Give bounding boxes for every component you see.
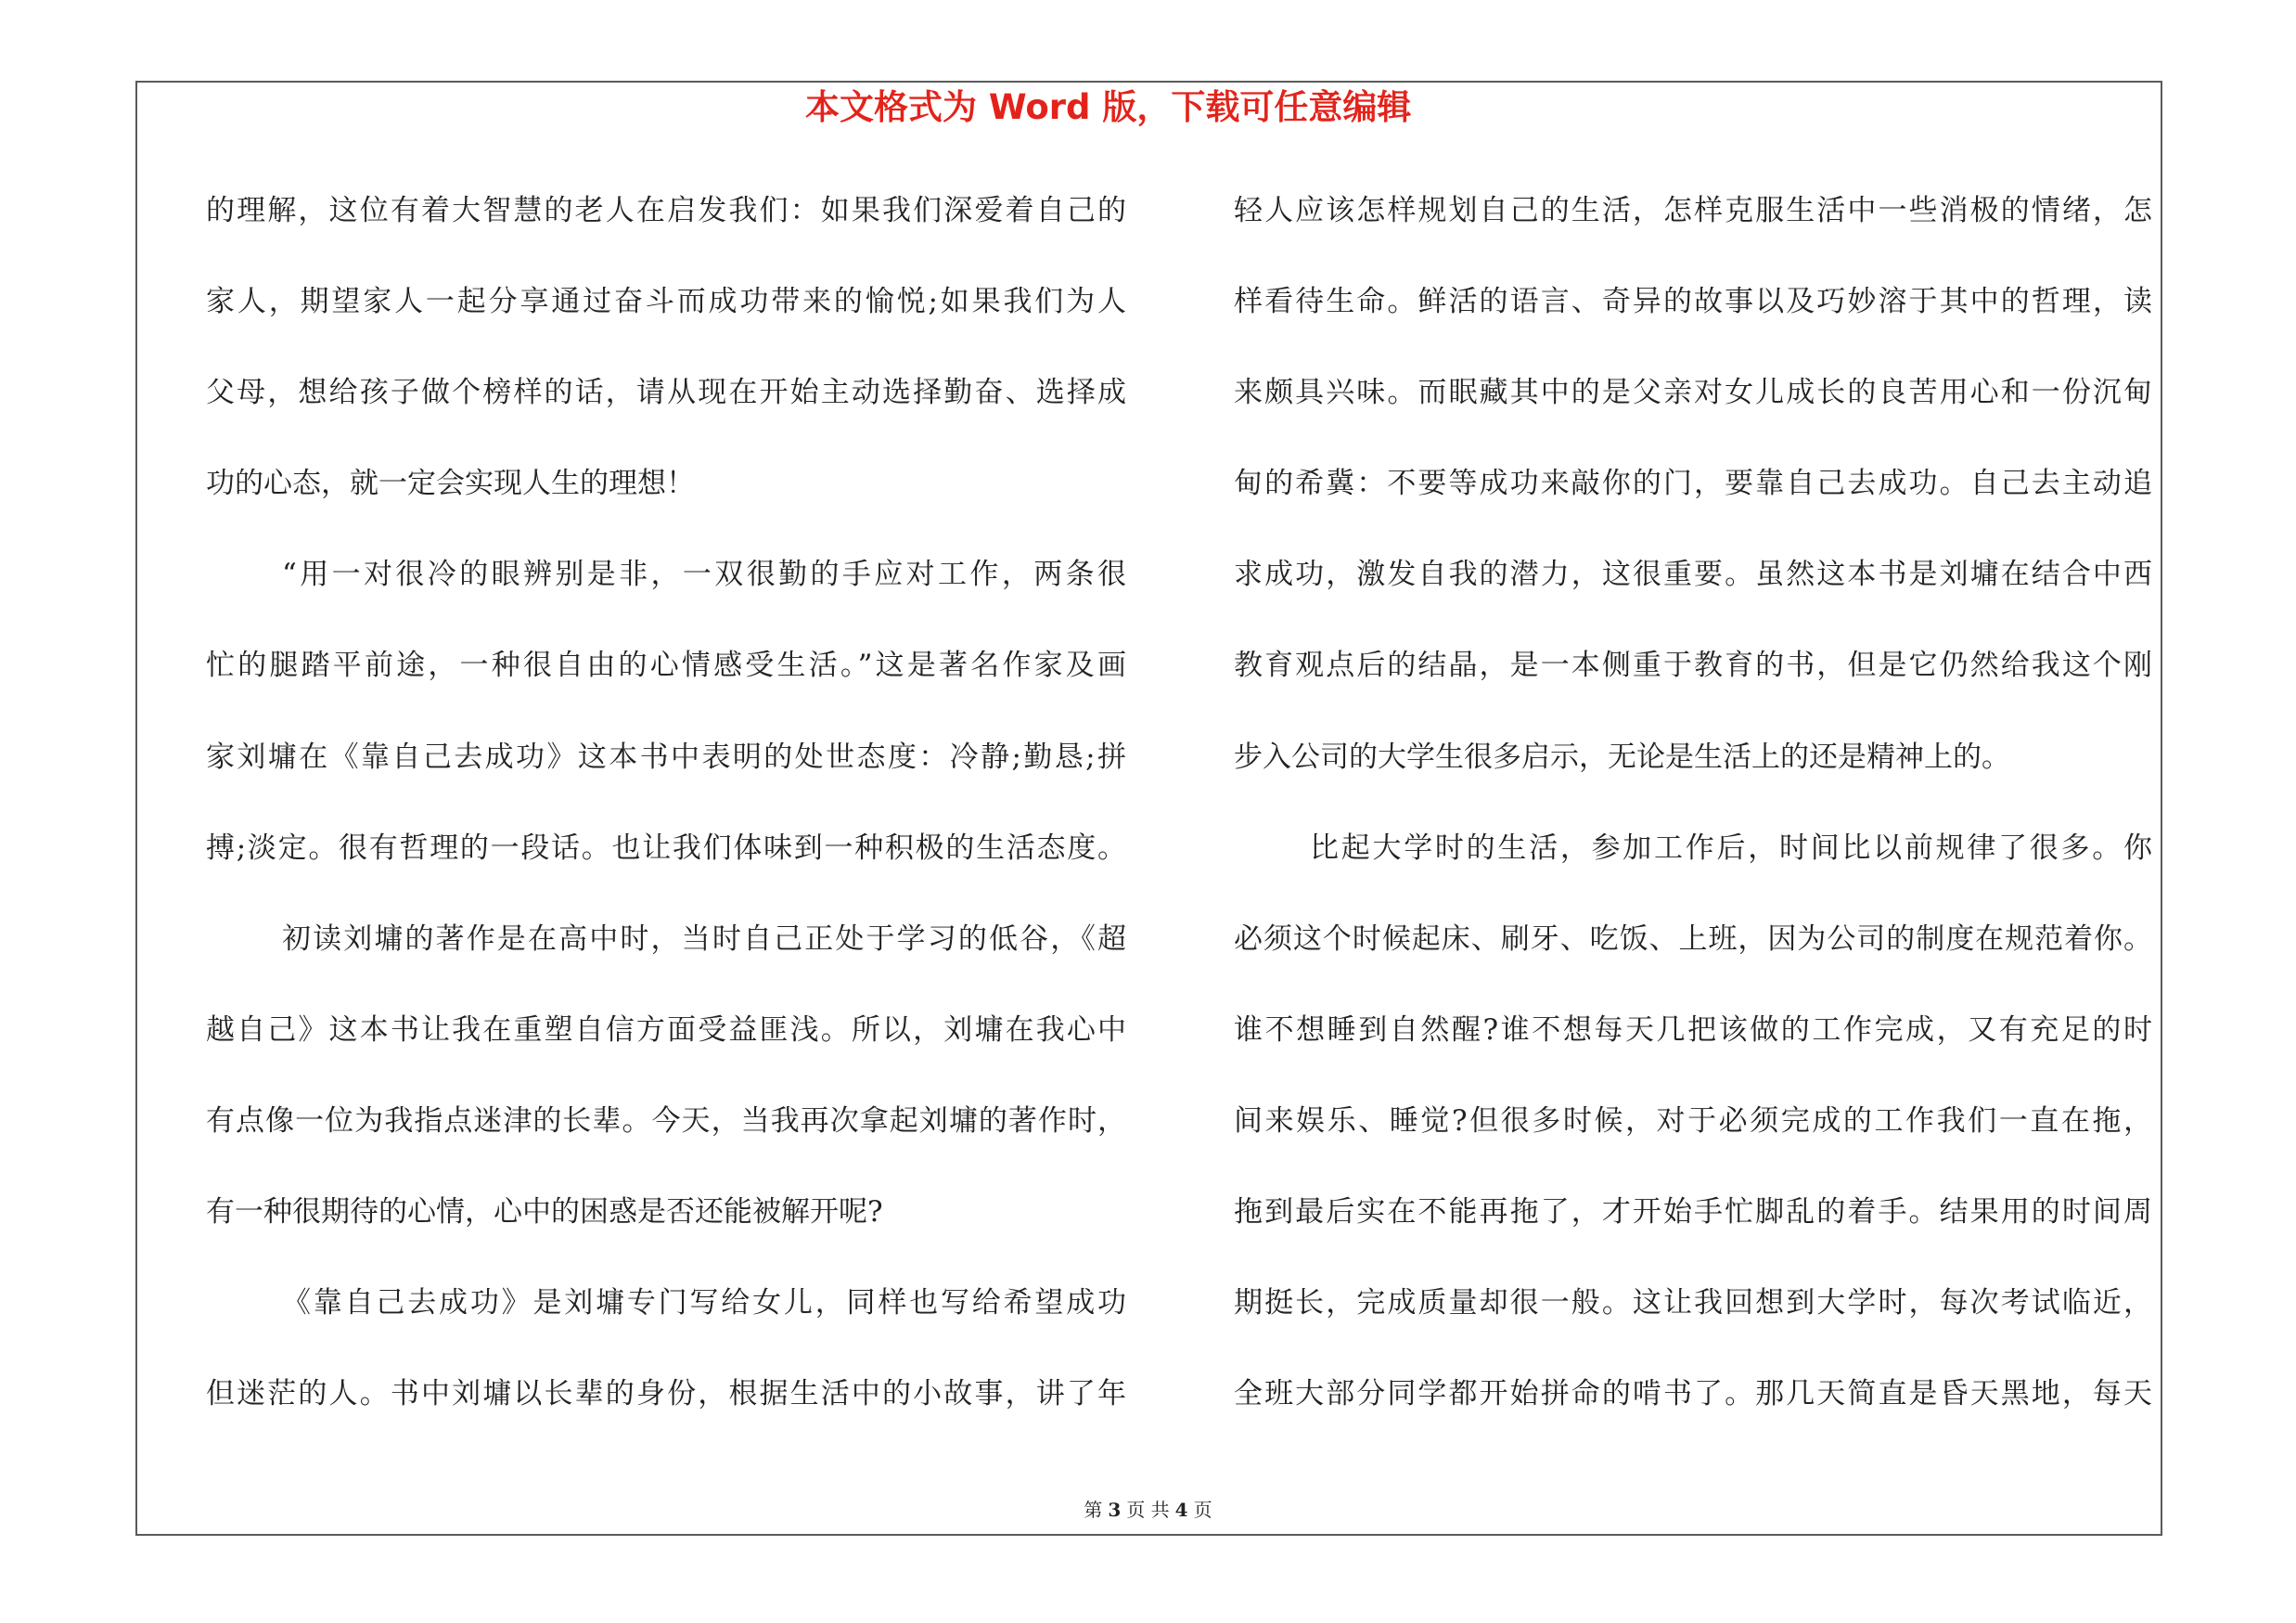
text-line: 家刘墉在《靠自己去成功》这本书中表明的处世态度：冷静;勤恳;拼 xyxy=(206,740,1126,774)
text-line: 必须这个时候起床、刷牙、吃饭、上班，因为公司的制度在规范着你。 xyxy=(1234,921,2152,956)
text-line: 越自己》这本书让我在重塑自信方面受益匪浅。所以，刘墉在我心中 xyxy=(206,1012,1126,1047)
page-number-footer xyxy=(0,1496,2296,1524)
text-line: 有点像一位为我指点迷津的长辈。今天，当我再次拿起刘墉的著作时， xyxy=(206,1103,1126,1138)
text-line-paragraph-start: “用一对很冷的眼辨别是非，一双很勤的手应对工作，两条很 xyxy=(282,558,1126,592)
footer-suffix: 页 xyxy=(1193,1499,1212,1521)
text-line: 拖到最后实在不能再拖了，才开始手忙脚乱的着手。结果用的时间周 xyxy=(1234,1195,2152,1230)
text-line: 教育观点后的结晶，是一本侧重于教育的书，但是它仍然给我这个刚 xyxy=(1234,649,2152,683)
text-line: 有一种很期待的心情，心中的困惑是否还能被解开呢? xyxy=(206,1195,883,1230)
text-line: 谁不想睡到自然醒?谁不想每天几把该做的工作完成，又有充足的时 xyxy=(1234,1012,2152,1047)
footer-middle: 页 共 xyxy=(1126,1499,1170,1521)
text-line: 样看待生命。鲜活的语言、奇异的故事以及巧妙溶于其中的哲理，读 xyxy=(1234,285,2152,319)
text-line: 功的心态，就一定会实现人生的理想！ xyxy=(206,467,695,501)
text-line: 忙的腿踏平前途，一种很自由的心情感受生活。”这是著名作家及画 xyxy=(206,649,1126,683)
text-line: 父母，想给孩子做个榜样的话，请从现在开始主动选择勤奋、选择成 xyxy=(206,376,1126,410)
text-line-paragraph-start: 《靠自己去成功》是刘墉专门写给女儿，同样也写给希望成功 xyxy=(282,1286,1126,1320)
format-notice-banner: 本文格式为 Word 版，下载可任意编辑 xyxy=(805,87,1412,127)
text-line: 来颇具兴味。而眠藏其中的是父亲对女儿成长的良苦用心和一份沉甸 xyxy=(1234,376,2152,410)
footer-prefix: 第 xyxy=(1084,1499,1103,1521)
text-column-left xyxy=(206,165,1126,1439)
current-page-number: 3 xyxy=(1108,1499,1122,1521)
text-line: 轻人应该怎样规划自己的生活，怎样克服生活中一些消极的情绪，怎 xyxy=(1234,194,2152,227)
text-line-paragraph-start: 比起大学时的生活，参加工作后，时间比以前规律了很多。你 xyxy=(1310,831,2152,865)
text-line-paragraph-start: 初读刘墉的著作是在高中时，当时自己正处于学习的低谷，《超 xyxy=(282,921,1126,956)
text-line: 期挺长，完成质量却很一般。这让我回想到大学时，每次考试临近， xyxy=(1234,1286,2152,1320)
text-line: 全班大部分同学都开始拼命的啃书了。那几天简直是昏天黑地，每天 xyxy=(1234,1377,2152,1411)
text-line: 步入公司的大学生很多启示，无论是生活上的还是精神上的。 xyxy=(1234,740,2010,774)
text-line: 间来娱乐、睡觉?但很多时候，对于必须完成的工作我们一直在拖， xyxy=(1234,1103,2152,1138)
text-line: 家人，期望家人一起分享通过奋斗而成功带来的愉悦;如果我们为人 xyxy=(206,285,1126,319)
total-pages-number: 4 xyxy=(1174,1499,1188,1521)
text-line: 的理解，这位有着大智慧的老人在启发我们：如果我们深爱着自己的 xyxy=(206,194,1126,227)
text-line: 求成功，激发自我的潜力，这很重要。虽然这本书是刘墉在结合中西 xyxy=(1234,558,2152,592)
text-column-right xyxy=(1234,165,2152,1439)
text-line: 搏;淡定。很有哲理的一段话。也让我们体味到一种积极的生活态度。 xyxy=(206,831,1126,865)
text-line: 但迷茫的人。书中刘墉以长辈的身份，根据生活中的小故事，讲了年 xyxy=(206,1377,1126,1411)
text-line: 甸的希冀：不要等成功来敲你的门，要靠自己去成功。自己去主动追 xyxy=(1234,467,2152,501)
